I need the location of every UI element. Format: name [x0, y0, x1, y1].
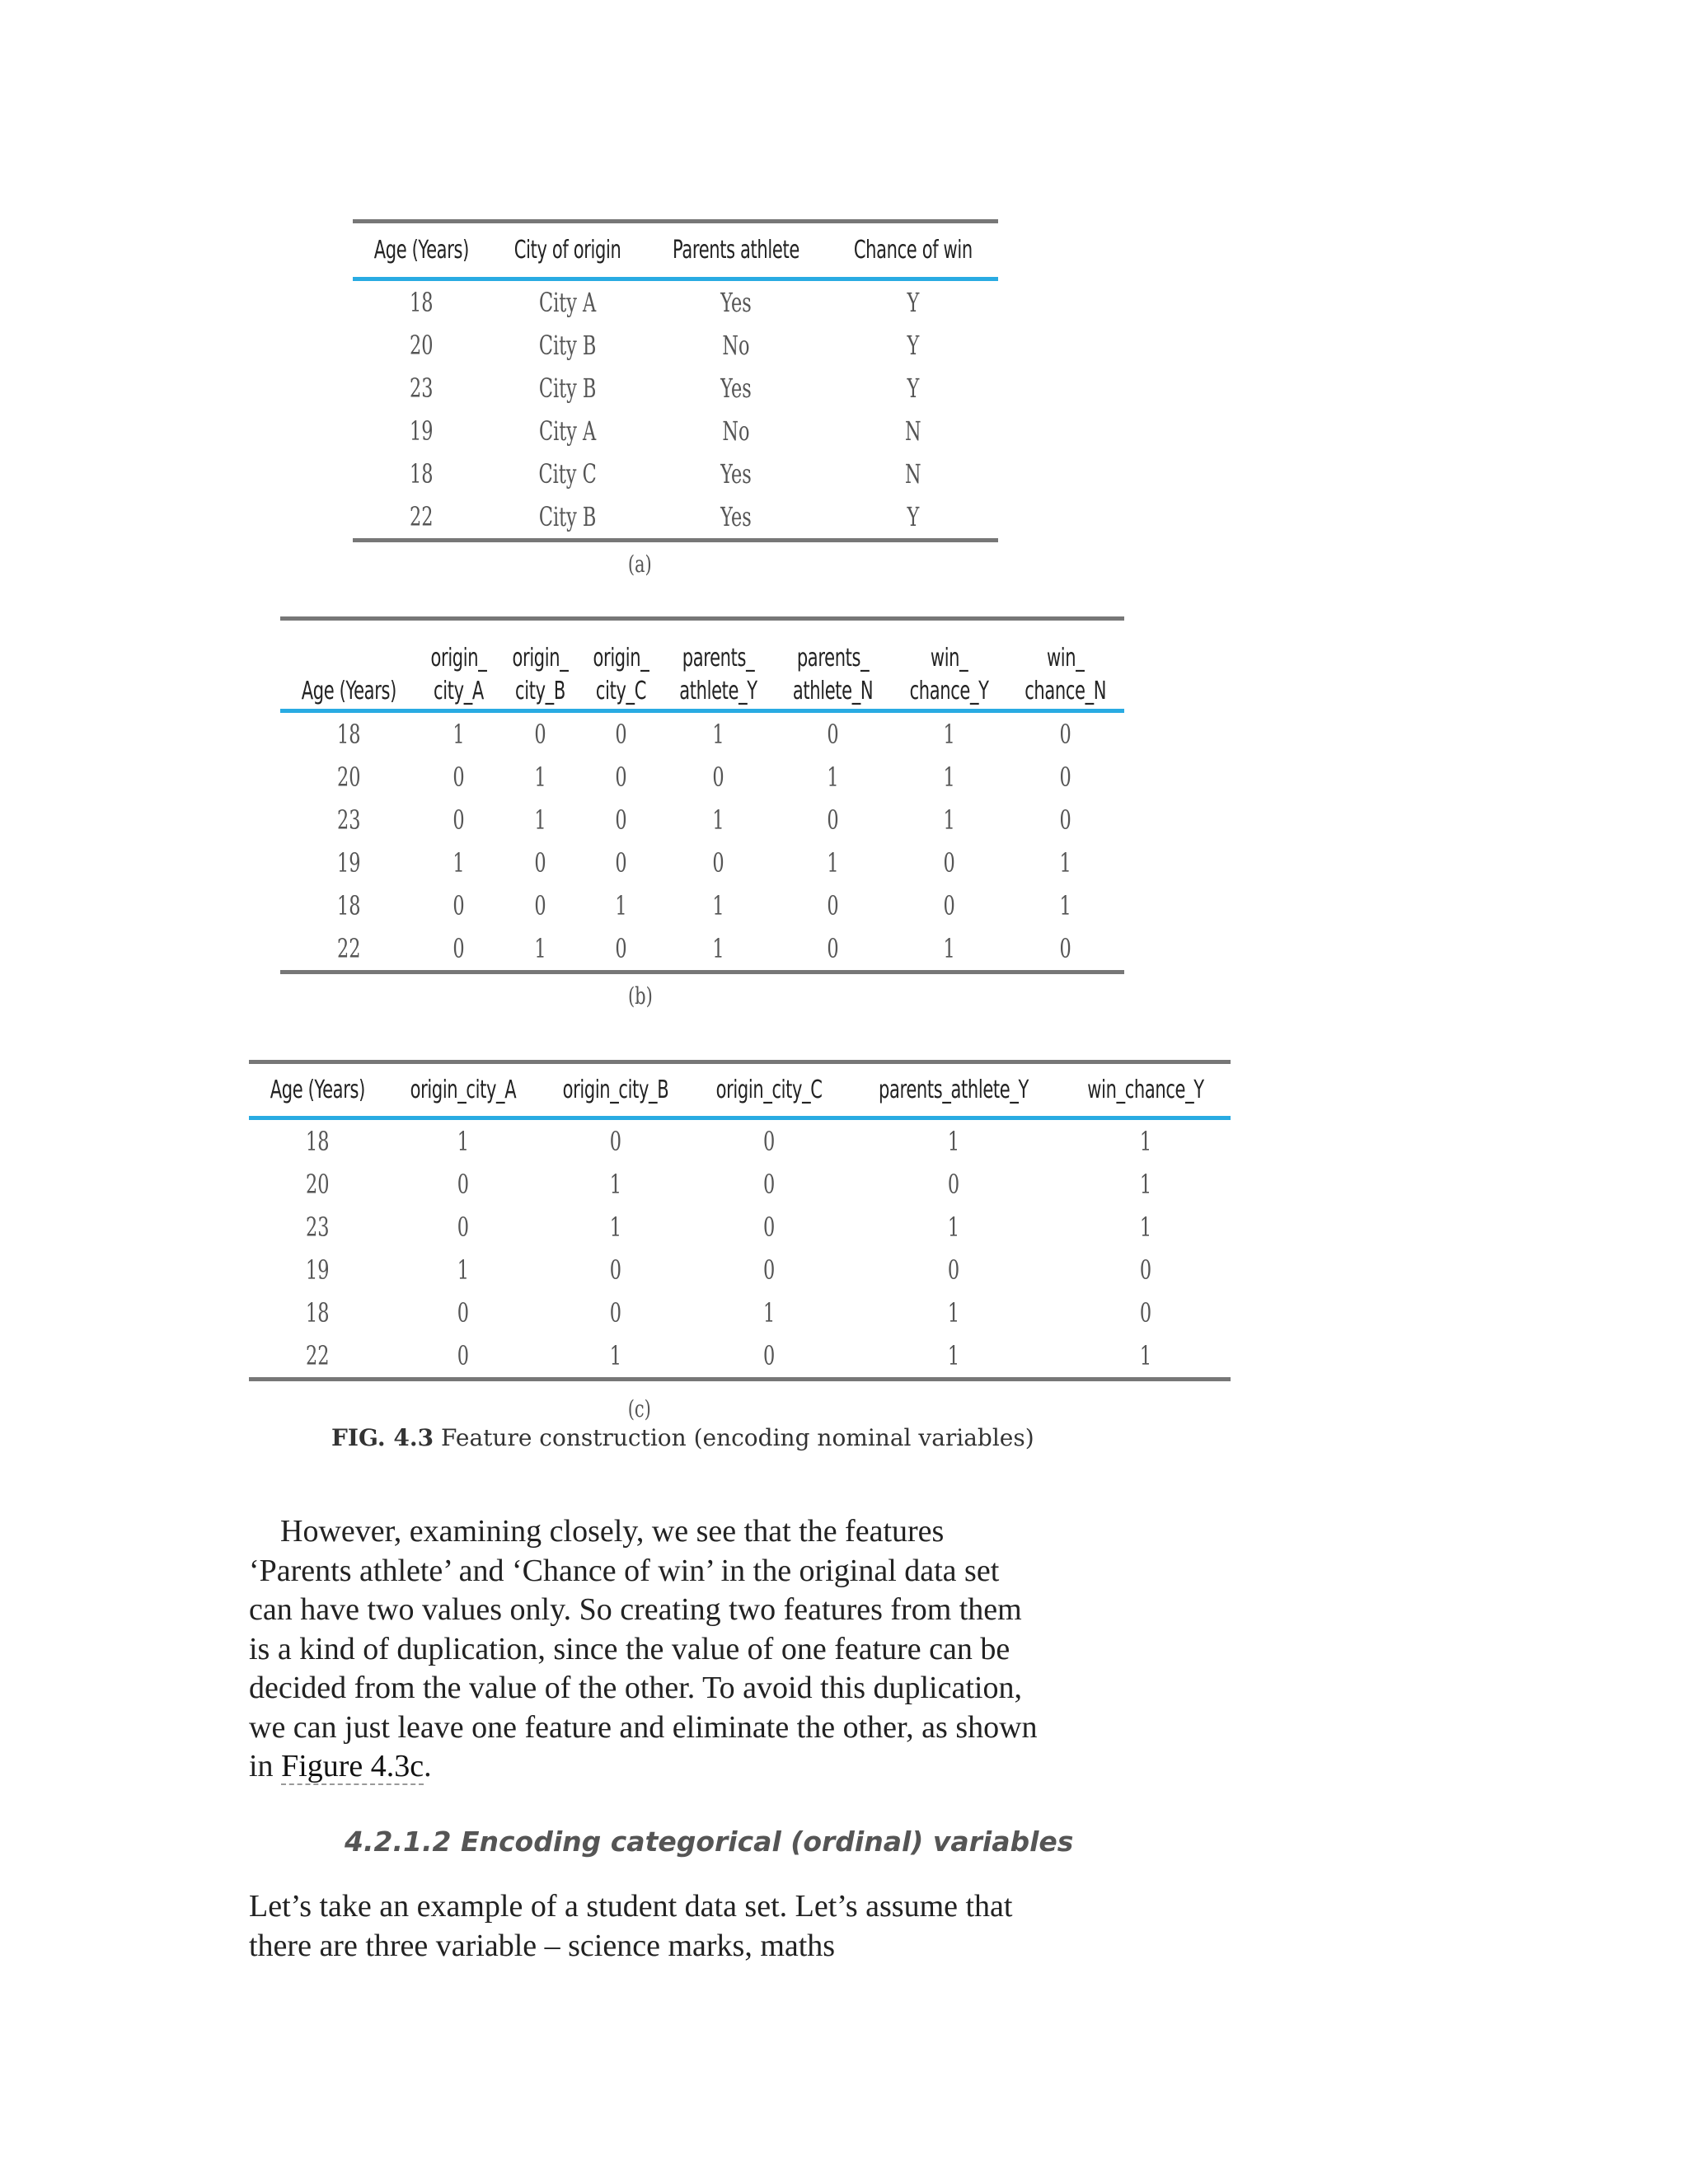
table-b-header-line: chance_Y [909, 677, 989, 705]
table-c-label: (c) [627, 1395, 651, 1422]
table-b-header-line: athlete_N [793, 677, 874, 705]
table-b-label: (b) [627, 982, 653, 1010]
table-c-header: origin_city_A [410, 1076, 516, 1104]
table-cell: 19 [337, 847, 361, 879]
table-cell: 0 [942, 847, 955, 879]
table-b-header [793, 619, 874, 711]
table-c-row [249, 1291, 1231, 1334]
table-cell: 1 [533, 804, 546, 836]
table-cell: 0 [452, 804, 465, 836]
table-cell: City C [538, 458, 597, 490]
table-cell: Yes [720, 373, 752, 404]
table-cell: 19 [410, 415, 434, 447]
table-cell: 0 [763, 1169, 776, 1200]
table-cell: 0 [452, 762, 465, 793]
table-b-header-line: win_ [930, 644, 968, 673]
table-c-header: win_chance_Y [1087, 1076, 1205, 1104]
table-cell: 0 [763, 1340, 776, 1371]
table-b-header [429, 619, 486, 711]
table-cell: 0 [948, 1254, 960, 1286]
table-cell: 0 [1140, 1254, 1152, 1286]
table-b-header-line: origin_ [512, 644, 568, 673]
table-a-label: (a) [627, 551, 652, 578]
table-a [353, 219, 998, 542]
table-cell: 0 [457, 1340, 469, 1371]
table-cell: City B [538, 501, 596, 532]
figure-number: FIG. 4.3 [331, 1424, 434, 1451]
table-cell: 18 [337, 719, 361, 750]
figure-caption [331, 1424, 1034, 1451]
table-a-header-row [353, 222, 998, 279]
table-cell: 0 [827, 933, 840, 964]
table-c-row [249, 1334, 1231, 1380]
table-b-header [908, 619, 988, 711]
table-cell: 0 [452, 890, 465, 921]
table-cell: 18 [337, 890, 361, 921]
table-cell: 0 [763, 1254, 776, 1286]
table-cell: Y [907, 330, 919, 361]
table-b-header-line: city_A [433, 677, 484, 705]
table-cell: 0 [1059, 762, 1071, 793]
table-b-row [280, 756, 1124, 799]
table-cell: Yes [720, 501, 752, 532]
table-cell: 0 [1059, 719, 1071, 750]
table-b-header-line: win_ [1046, 644, 1085, 673]
table-cell: City A [538, 415, 596, 447]
table-b-header-row [280, 619, 1124, 711]
table-b-header-line: origin_ [430, 644, 487, 673]
table-b-header [1024, 619, 1106, 711]
table-cell: 1 [610, 1169, 622, 1200]
table-b-row [280, 799, 1124, 841]
table-b-header-line: city_B [514, 677, 565, 705]
table-cell: 1 [457, 1126, 469, 1157]
table-cell: 1 [942, 762, 955, 793]
table-cell: 22 [337, 933, 361, 964]
table-cell: 1 [942, 719, 955, 750]
table-b [280, 616, 1124, 974]
paragraph-end: . [424, 1749, 432, 1783]
table-cell: City B [538, 373, 596, 404]
table-cell: 0 [615, 804, 628, 836]
table-cell: 0 [712, 847, 725, 879]
table-a-header: City of origin [513, 236, 621, 265]
table-cell: 1 [712, 890, 725, 921]
table-cell: 1 [712, 719, 725, 750]
table-cell: 1 [948, 1340, 960, 1371]
table-cell: 0 [712, 762, 725, 793]
table-cell: 1 [827, 762, 840, 793]
body-paragraph [249, 1512, 1040, 1787]
table-cell: 1 [1140, 1212, 1152, 1243]
table-a-row [353, 279, 998, 325]
table-b-header-line: parents_ [682, 644, 755, 673]
table-cell: Yes [720, 458, 752, 490]
table-cell: 1 [942, 933, 955, 964]
table-cell: 1 [763, 1297, 776, 1329]
section-heading: 4.2.1.2 Encoding categorical (ordinal) variables [345, 1825, 1074, 1858]
table-c-header: Age (Years) [270, 1076, 365, 1104]
table-cell: 0 [615, 847, 628, 879]
table-cell: 1 [712, 804, 725, 836]
table-cell: 23 [410, 373, 434, 404]
table-cell: 1 [1059, 890, 1071, 921]
table-cell: 20 [410, 330, 434, 361]
table-cell: Yes [720, 287, 752, 318]
table-cell: 1 [1140, 1340, 1152, 1371]
table-b-header-line: athlete_Y [679, 677, 758, 705]
table-a-row [353, 367, 998, 410]
table-cell: 0 [942, 890, 955, 921]
table-cell: 23 [306, 1212, 330, 1243]
table-cell: 0 [615, 719, 628, 750]
table-cell: 0 [457, 1169, 469, 1200]
table-c-header: parents_athlete_Y [879, 1076, 1029, 1104]
table-cell: 0 [615, 762, 628, 793]
table-cell: 1 [1059, 847, 1071, 879]
table-cell: 0 [533, 890, 546, 921]
table-cell: 1 [457, 1254, 469, 1286]
figure-4-3c-link[interactable]: Figure 4.3c [281, 1749, 424, 1783]
table-b-header-line: chance_N [1024, 677, 1106, 705]
table-cell: 1 [610, 1212, 622, 1243]
table-cell: No [722, 415, 750, 447]
table-cell: 0 [457, 1212, 469, 1243]
table-cell: 1 [948, 1126, 960, 1157]
table-cell: 1 [615, 890, 628, 921]
table-cell: 0 [1059, 804, 1071, 836]
table-cell: 18 [306, 1297, 330, 1329]
table-cell: 1 [948, 1212, 960, 1243]
table-a-row [353, 495, 998, 541]
table-cell: Y [907, 501, 919, 532]
table-cell: 1 [533, 933, 546, 964]
table-b-header-line: Age (Years) [301, 677, 396, 705]
table-cell: 22 [306, 1340, 330, 1371]
table-b-header-line: parents_ [797, 644, 870, 673]
paragraph-text: However, examining closely, we see that the features ‘Parents athlete’ and ‘Chance of win’ in the original data set can have two values only. So creating two features from them is a kind of duplication, since the value of one feature can be decided from the value of the other. To avoid this duplication, we can just leave one feature and eliminate the other, as shown in [249, 1514, 1038, 1783]
table-b-row [280, 927, 1124, 972]
table-cell: 0 [457, 1297, 469, 1329]
table-c-row [249, 1206, 1231, 1249]
table-cell: 1 [452, 719, 465, 750]
table-cell: Y [907, 373, 919, 404]
table-cell: 1 [533, 762, 546, 793]
table-cell: 0 [827, 804, 840, 836]
table-cell: 0 [763, 1126, 776, 1157]
table-a-row [353, 410, 998, 452]
table-cell: 0 [610, 1254, 622, 1286]
table-cell: 0 [533, 719, 546, 750]
table-b-row [280, 884, 1124, 927]
table-cell: 0 [533, 847, 546, 879]
table-b-header [301, 619, 397, 711]
table-cell: 0 [948, 1169, 960, 1200]
body-paragraph-2: Let’s take an example of a student data set. Let’s assume that there are three variable – science marks, maths [249, 1889, 1013, 1963]
table-cell: 1 [1140, 1126, 1152, 1157]
table-c-header-row [249, 1062, 1231, 1118]
table-cell: 1 [452, 847, 465, 879]
table-cell: 19 [306, 1254, 330, 1286]
table-b-row [280, 711, 1124, 757]
table-cell: 18 [306, 1126, 330, 1157]
table-cell: Y [907, 287, 919, 318]
table-c-row [249, 1118, 1231, 1164]
table-cell: 0 [1140, 1297, 1152, 1329]
table-cell: 0 [615, 933, 628, 964]
table-cell: 0 [610, 1297, 622, 1329]
table-cell: 0 [827, 719, 840, 750]
table-a-header: Age (Years) [373, 236, 469, 265]
table-cell: 0 [763, 1212, 776, 1243]
table-cell: City B [538, 330, 596, 361]
table-cell: 1 [827, 847, 840, 879]
table-cell: 0 [452, 933, 465, 964]
table-cell: N [904, 458, 921, 490]
table-cell: No [722, 330, 750, 361]
table-b-header [679, 619, 758, 711]
table-cell: 1 [942, 804, 955, 836]
table-c-header: origin_city_C [715, 1076, 823, 1104]
table-cell: 1 [712, 933, 725, 964]
table-cell: 0 [827, 890, 840, 921]
table-b-header-line: city_C [596, 677, 647, 705]
table-c-row [249, 1249, 1231, 1291]
table-cell: 22 [410, 501, 434, 532]
table-a-row [353, 452, 998, 495]
table-b-header [593, 619, 649, 711]
table-c-header: origin_city_B [562, 1076, 669, 1104]
table-cell: 18 [410, 458, 434, 490]
table-b-header [511, 619, 568, 711]
table-cell: 1 [610, 1340, 622, 1371]
table-cell: City A [538, 287, 596, 318]
table-cell: 0 [1059, 933, 1071, 964]
table-cell: 23 [337, 804, 361, 836]
table-b-row [280, 841, 1124, 884]
table-b-header-line: origin_ [593, 644, 649, 673]
table-c-row [249, 1163, 1231, 1206]
table-c [249, 1060, 1231, 1381]
table-cell: 1 [1140, 1169, 1152, 1200]
table-cell: N [904, 415, 921, 447]
table-a-header: Parents athlete [672, 236, 799, 265]
table-cell: 1 [948, 1297, 960, 1329]
table-cell: 20 [337, 762, 361, 793]
table-cell: 20 [306, 1169, 330, 1200]
table-a-row [353, 324, 998, 367]
table-cell: 18 [410, 287, 434, 318]
table-a-header: Chance of win [853, 236, 973, 265]
table-cell: 0 [610, 1126, 622, 1157]
figure-caption-text: Feature construction (encoding nominal variables) [434, 1424, 1034, 1451]
